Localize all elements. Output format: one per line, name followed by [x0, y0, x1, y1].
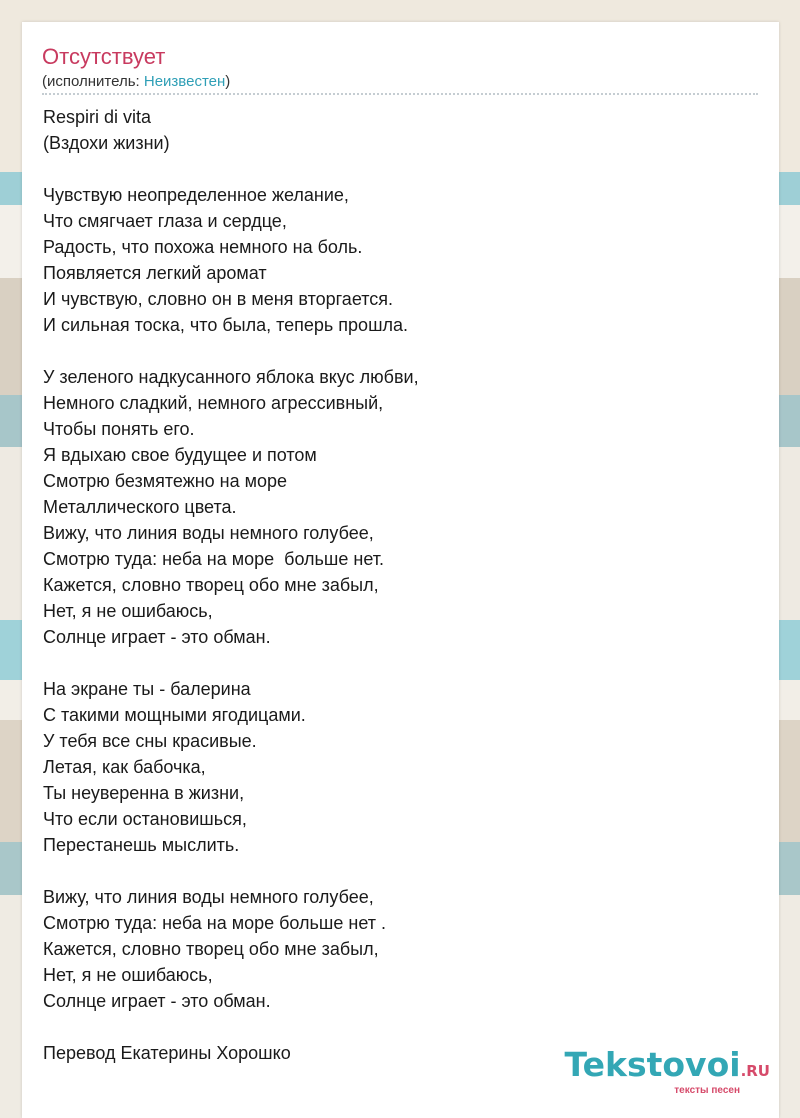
lyric-line: (Вздохи жизни) — [43, 133, 170, 153]
artist-suffix: ) — [225, 73, 231, 90]
lyric-line: Кажется, словно творец обо мне забыл, — [43, 575, 379, 595]
artist-line — [42, 73, 230, 91]
lyric-line: Нет, я не ошибаюсь, — [43, 601, 213, 621]
lyric-line: Я вдыхаю свое будущее и потом — [43, 445, 317, 465]
lyric-line: Respiri di vita — [43, 107, 152, 127]
logo-name: Tekstovoi — [564, 1045, 741, 1084]
lyric-line: Смотрю безмятежно на море — [43, 471, 288, 491]
lyric-line: Перестанешь мыслить. — [43, 835, 240, 855]
lyric-line: Радость, что похожа немного на боль. — [43, 237, 363, 257]
lyric-line: И чувствую, словно он в меня вторгается. — [43, 289, 394, 309]
artist-prefix: (исполнитель: — [42, 73, 144, 90]
lyric-line: Немного сладкий, немного агрессивный, — [43, 393, 384, 413]
stanza-break — [43, 858, 743, 884]
logo-tld: .RU — [740, 1062, 770, 1080]
stanza-break — [43, 650, 743, 676]
header-divider — [42, 93, 758, 95]
lyric-line: Солнце играет - это обман. — [43, 991, 271, 1011]
stanza-break — [43, 1014, 743, 1040]
lyric-line: Вижу, что линия воды немного голубее, — [43, 523, 374, 543]
lyric-line: С такими мощными ягодицами. — [43, 705, 306, 725]
stanza-break — [43, 338, 743, 364]
lyric-line: Чувствую неопределенное желание, — [43, 185, 349, 205]
lyric-line: У зеленого надкусанного яблока вкус любви, — [43, 367, 419, 387]
lyric-line: Что смягчает глаза и сердце, — [43, 211, 287, 231]
lyric-line: Нет, я не ошибаюсь, — [43, 965, 213, 985]
lyric-line: У тебя все сны красивые. — [43, 731, 257, 751]
lyric-line: Перевод Екатерины Хорошко — [43, 1043, 291, 1063]
lyric-line: Вижу, что линия воды немного голубее, — [43, 887, 374, 907]
site-logo[interactable] — [564, 1045, 770, 1096]
lyric-line: Появляется легкий аромат — [43, 263, 267, 283]
song-title: Отсутствует — [42, 44, 166, 69]
lyric-line: Смотрю туда: неба на море больше нет . — [43, 913, 386, 933]
lyric-line: Чтобы понять его. — [43, 419, 195, 439]
lyric-line: Что если остановишься, — [43, 809, 247, 829]
lyric-line: Солнце играет - это обман. — [43, 627, 271, 647]
lyrics-text — [43, 104, 743, 1066]
lyric-line: Металлического цвета. — [43, 497, 237, 517]
lyric-line: Смотрю туда: неба на море больше нет. — [43, 549, 384, 569]
lyric-line: Кажется, словно творец обо мне забыл, — [43, 939, 379, 959]
lyric-line: На экране ты - балерина — [43, 679, 251, 699]
stanza-break — [43, 156, 743, 182]
lyric-line: Летая, как бабочка, — [43, 757, 206, 777]
lyric-line: И сильная тоска, что была, теперь прошла. — [43, 315, 409, 335]
artist-link[interactable]: Неизвестен — [143, 73, 226, 90]
lyric-line: Ты неуверенна в жизни, — [43, 783, 245, 803]
logo-tagline: тексты песен — [674, 1085, 740, 1096]
